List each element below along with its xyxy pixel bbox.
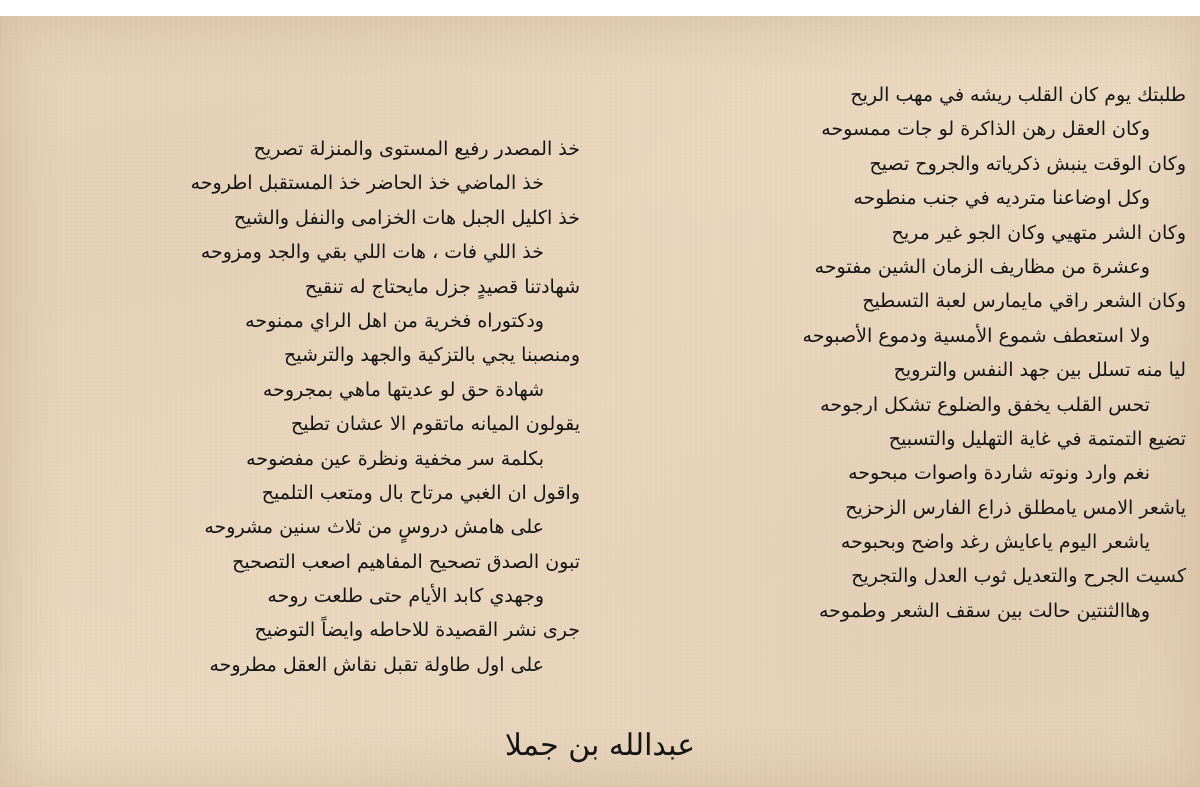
verse-line: يقولون الميانه ماتقوم الا عشان تطيح [291,413,580,436]
verse-line: على هامش دروسٍ من ثلاث سنين مشروحه [204,516,544,539]
verse-line: تحس القلب يخفق والضلوع تشكل ارجوحه [820,393,1150,416]
verse-line: بكلمة سر مخفية ونظرة عين مفضوحه [246,447,544,470]
verse-line: واقول ان الغبي مرتاح بال ومتعب التلميح [261,481,580,504]
verse-line: خذ اللي فات ، هات اللي بقي والجد ومزوحه [200,241,544,264]
verse-line: طلبتك يوم كان القلب ريشه في مهب الريح [850,84,1186,106]
verse-line: جرى نشر القصيدة للاحاطه وايضاً التوضيح [254,619,580,642]
verse-line: وكان الوقت ينبش ذكرياته والجروح تصيح [869,152,1186,175]
verse-line: خذ اكليل الجبل هات الخزامى والنفل والشيح [233,206,580,229]
verse-line: على اول طاولة تقبل نقاش العقل مطروحه [209,653,544,676]
verse-line: نغم وارد ونوته شاردة واصوات مبحوحه [848,462,1150,485]
verse-line: ياشعر اليوم ياعايش رغد واضح وبحبوحه [840,531,1150,554]
verse-line: كسيت الجرح والتعديل ثوب العدل والتجريح [851,565,1186,588]
poet-signature: عبدالله بن جملا [504,728,696,763]
verse-line: شهادتنا قصيدٍ جزل مايحتاج له تنقيح [304,275,580,298]
verse-line: خذ المصدر رفيع المستوى والمنزلة تصريح [253,138,580,160]
verse-line: ولا استعطف شموع الأمسية ودموع الأصبوحه [802,324,1150,347]
poem-page [0,16,1200,787]
verse-line: ومنصبنا يجي بالتزكية والجهد والترشيح [283,344,580,367]
verse-line: خذ الماضي خذ الحاضر خذ المستقبل اطروحه [190,172,544,195]
verse-line: وعشرة من مظاريف الزمان الشين مفتوحه [814,255,1150,278]
verse-line: وجهدي كابد الأيام حتى طلعت روحه [267,585,544,608]
verse-line: ودكتوراه فخرية من اهل الراي ممنوحه [245,309,544,332]
verse-line: وكان الشر متهيي وكان الجو غير مريح [891,221,1186,244]
verse-line: وكل اوضاعنا مترديه في جنب منطوحه [853,187,1150,210]
verse-line: ليا منه تسلل بين جهد النفس والترويح [893,359,1186,382]
verse-line: تبون الصدق تصحيح المفاهيم اصعب التصحيح [232,550,580,573]
poem-right-column [606,78,1186,628]
verse-line: وكان العقل رهن الذاكرة لو جات ممسوحه [821,118,1150,141]
verse-line: وهاالثنتين حالت بين سقف الشعر وطموحه [818,599,1150,622]
verse-line: تضيع التمتمة في غاية التهليل والتسبيح [888,427,1186,450]
verse-line: ياشعر الامس يامطلق ذراع الفارس الزحزيح [845,496,1186,519]
verse-line: شهادة حق لو عديتها ماهي بمجروحه [262,378,544,401]
verse-line: وكان الشعر راقي مايمارس لعبة التسطيح [862,290,1186,313]
poem-left-column [20,132,580,682]
